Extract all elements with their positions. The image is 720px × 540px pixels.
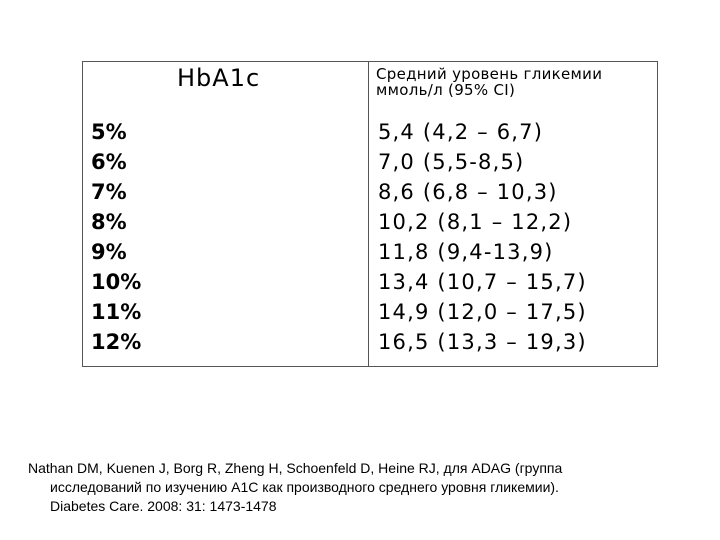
hba1c-cell: 8% <box>91 210 127 234</box>
hba1c-cell: 9% <box>91 240 127 264</box>
hba1c-cell: 6% <box>91 150 127 174</box>
citation-line1: Nathan DM, Kuenen J, Borg R, Zheng H, Schoenfeld D, Heine RJ, для ADAG (группа <box>28 460 563 476</box>
glucose-cell: 14,9 (12,0 – 17,5) <box>378 300 587 324</box>
glucose-cell: 11,8 (9,4-13,9) <box>378 240 554 264</box>
hba1c-cell: 11% <box>91 300 142 324</box>
header-mean-glucose-line1: Средний уровень гликемии <box>376 65 603 83</box>
glucose-cell: 5,4 (4,2 – 6,7) <box>378 120 544 144</box>
citation-line3: Diabetes Care. 2008: 31: 1473-1478 <box>50 498 277 514</box>
citation-line2: исследований по изучению A1C как производного среднего уровня гликемии). <box>50 479 559 495</box>
header-mean-glucose <box>376 66 602 98</box>
hba1c-cell: 5% <box>91 120 127 144</box>
glucose-cell: 7,0 (5,5-8,5) <box>378 150 525 174</box>
header-mean-glucose-line2: ммоль/л (95% CI) <box>376 81 516 99</box>
hba1c-cell: 7% <box>91 180 127 204</box>
glucose-cell: 10,2 (8,1 – 12,2) <box>378 210 573 234</box>
glucose-cell: 8,6 (6,8 – 10,3) <box>378 180 558 204</box>
glucose-cell: 13,4 (10,7 – 15,7) <box>378 270 587 294</box>
hba1c-glucose-table <box>82 61 658 367</box>
header-hba1c: HbA1c <box>177 64 261 92</box>
glucose-column <box>378 117 587 357</box>
hba1c-column <box>91 117 141 357</box>
column-divider <box>368 62 369 366</box>
hba1c-cell: 10% <box>91 270 142 294</box>
glucose-cell: 16,5 (13,3 – 19,3) <box>378 330 587 354</box>
hba1c-cell: 12% <box>91 330 142 354</box>
citation <box>28 459 718 516</box>
